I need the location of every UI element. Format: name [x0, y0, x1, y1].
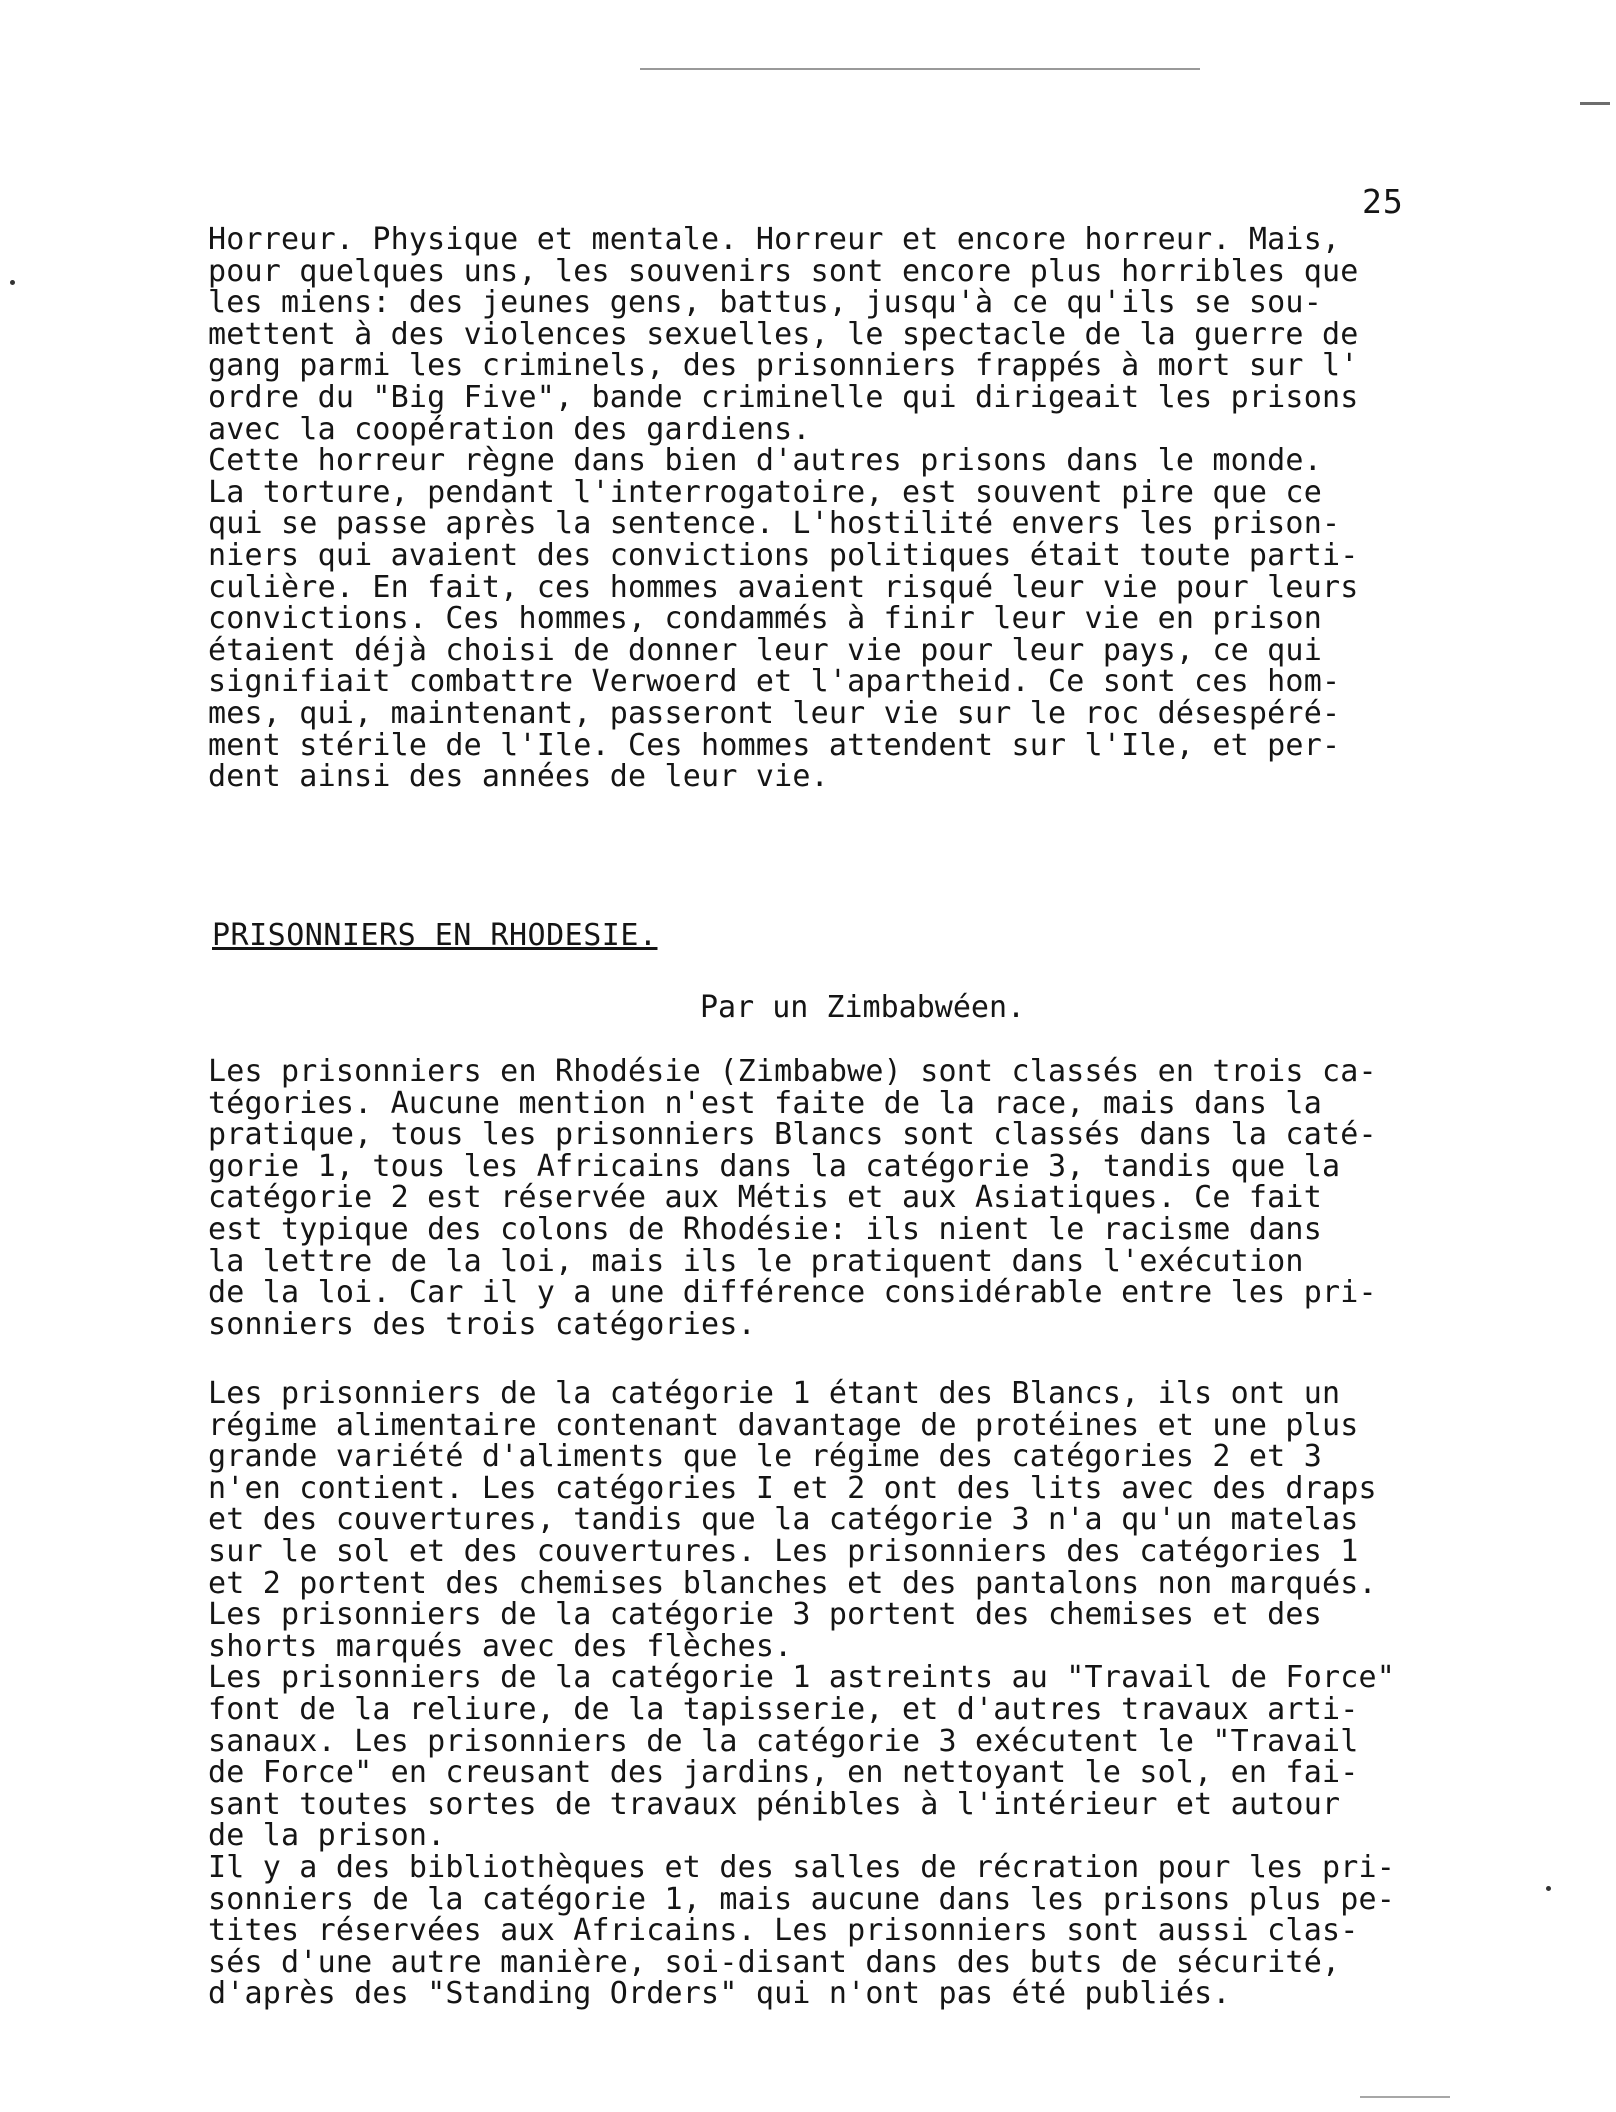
- text-line: Les prisonniers en Rhodésie (Zimbabwe) sont classés en trois ca-: [208, 1054, 1377, 1089]
- text-line: Il y a des bibliothèques et des salles de récration pour les pri-: [208, 1849, 1395, 1885]
- text-line: de Force" en creusant des jardins, en nettoyant le sol, en fai-: [208, 1755, 1359, 1791]
- text-line: mettent à des violences sexuelles, le spectacle de la guerre de: [208, 316, 1359, 352]
- text-line: niers qui avaient des convictions politiques était toute parti-: [208, 537, 1359, 573]
- text-line: pour quelques uns, les souvenirs sont encore plus horribles que: [208, 253, 1359, 289]
- text-line: ordre du "Big Five", bande criminelle qui dirigeait les prisons: [208, 379, 1359, 415]
- text-line: mes, qui, maintenant, passeront leur vie sur le roc désespéré-: [208, 695, 1341, 731]
- text-line: ment stérile de l'Ile. Ces hommes attendent sur l'Ile, et per-: [208, 727, 1341, 763]
- paragraph-conditions: [208, 1378, 1528, 2010]
- text-line: Horreur. Physique et mentale. Horreur et encore horreur. Mais,: [208, 222, 1341, 257]
- text-line: est typique des colons de Rhodésie: ils nient le racisme dans: [208, 1211, 1322, 1247]
- text-line: régime alimentaire contenant davantage de protéines et une plus: [208, 1407, 1359, 1443]
- text-line: Les prisonniers de la catégorie 1 astreints au "Travail de Force": [208, 1660, 1395, 1696]
- scan-artifact-right: [1580, 102, 1610, 105]
- text-line: sant toutes sortes de travaux pénibles à l'intérieur et autour: [208, 1786, 1341, 1822]
- text-line: dent ainsi des années de leur vie.: [208, 759, 829, 795]
- text-line: grande variété d'aliments que le régime des catégories 2 et 3: [208, 1439, 1322, 1475]
- byline: Par un Zimbabwéen.: [700, 990, 1026, 1025]
- margin-dot: [10, 280, 15, 285]
- text-line: et des couvertures, tandis que la catégorie 3 n'a qu'un matelas: [208, 1502, 1359, 1538]
- scan-artifact-top: [640, 68, 1200, 70]
- margin-dot: [1546, 1886, 1551, 1891]
- page-number: 25: [1362, 182, 1404, 221]
- text-line: catégorie 2 est réservée aux Métis et aux Asiatiques. Ce fait: [208, 1180, 1322, 1216]
- text-line: de la prison.: [208, 1818, 446, 1854]
- text-line: avec la coopération des gardiens.: [208, 411, 811, 447]
- paragraph-categories: [208, 1056, 1528, 1340]
- text-line: sur le sol et des couvertures. Les prisonniers des catégories 1: [208, 1533, 1359, 1569]
- text-line: tites réservées aux Africains. Les prisonniers sont aussi clas-: [208, 1913, 1359, 1949]
- text-line: tégories. Aucune mention n'est faite de la race, mais dans la: [208, 1085, 1322, 1121]
- text-line: signifiait combattre Verwoerd et l'apartheid. Ce sont ces hom-: [208, 664, 1341, 700]
- text-line: qui se passe après la sentence. L'hostilité envers les prison-: [208, 506, 1341, 542]
- text-line: sés d'une autre manière, soi-disant dans des buts de sécurité,: [208, 1944, 1341, 1980]
- text-line: Cette horreur règne dans bien d'autres prisons dans le monde.: [208, 443, 1322, 479]
- text-line: pratique, tous les prisonniers Blancs sont classés dans la caté-: [208, 1117, 1377, 1153]
- text-line: sanaux. Les prisonniers de la catégorie 3 exécutent le "Travail: [208, 1723, 1359, 1759]
- text-line: et 2 portent des chemises blanches et des pantalons non marqués.: [208, 1565, 1377, 1601]
- scan-artifact-bottom: [1360, 2096, 1450, 2098]
- text-line: font de la reliure, de la tapisserie, et d'autres travaux arti-: [208, 1691, 1359, 1727]
- text-line: convictions. Ces hommes, condammés à finir leur vie en prison: [208, 601, 1322, 637]
- text-line: n'en contient. Les catégories I et 2 ont des lits avec des draps: [208, 1470, 1377, 1506]
- text-line: la lettre de la loi, mais ils le pratiquent dans l'exécution: [208, 1243, 1304, 1279]
- text-line: sonniers de la catégorie 1, mais aucune dans les prisons plus pe-: [208, 1881, 1395, 1917]
- text-line: étaient déjà choisi de donner leur vie pour leur pays, ce qui: [208, 632, 1322, 668]
- text-line: gang parmi les criminels, des prisonniers frappés à mort sur l': [208, 348, 1359, 384]
- text-line: Les prisonniers de la catégorie 3 portent des chemises et des: [208, 1597, 1322, 1633]
- text-line: de la loi. Car il y a une différence considérable entre les pri-: [208, 1275, 1377, 1311]
- text-line: La torture, pendant l'interrogatoire, est souvent pire que ce: [208, 474, 1322, 510]
- text-line: Les prisonniers de la catégorie 1 étant des Blancs, ils ont un: [208, 1376, 1341, 1411]
- section-heading: PRISONNIERS EN RHODESIE.: [212, 918, 658, 953]
- text-line: sonniers des trois catégories.: [208, 1306, 756, 1342]
- text-line: culière. En fait, ces hommes avaient risqué leur vie pour leurs: [208, 569, 1359, 605]
- paragraph-horror: [208, 224, 1528, 793]
- text-line: d'après des "Standing Orders" qui n'ont pas été publiés.: [208, 1976, 1231, 2012]
- text-line: gorie 1, tous les Africains dans la catégorie 3, tandis que la: [208, 1148, 1341, 1184]
- text-line: shorts marqués avec des flèches.: [208, 1628, 793, 1664]
- text-line: les miens: des jeunes gens, battus, jusqu'à ce qu'ils se sou-: [208, 285, 1322, 321]
